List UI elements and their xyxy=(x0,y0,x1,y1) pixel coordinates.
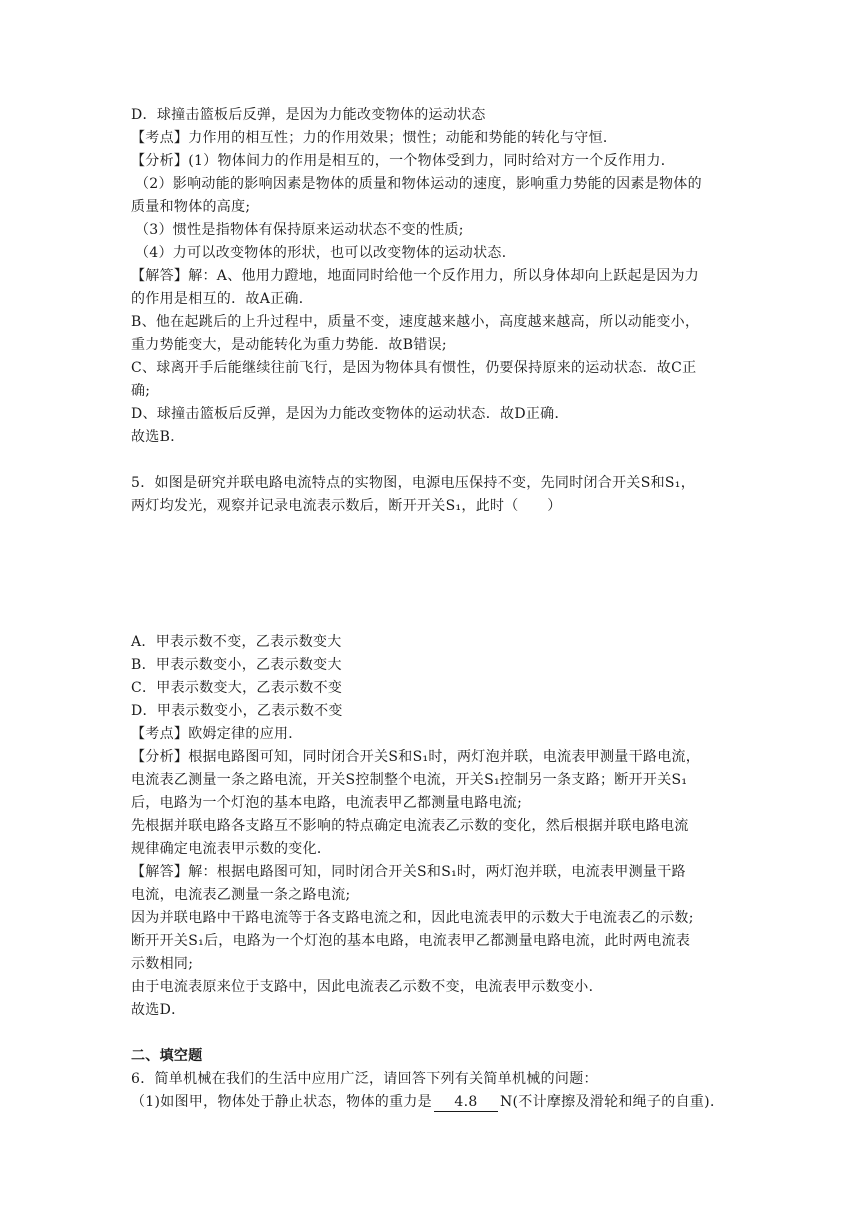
analysis-point-4: （4）力可以改变物体的形状，也可以改变物体的运动状态． xyxy=(135,245,517,261)
jieda-line-cont: 的作用是相互的．故A正确． xyxy=(131,291,314,307)
q5-choose-d-line: 故选D． xyxy=(131,1002,186,1018)
q5-jieda-line-3: 因为并联电路中干路电流等于各支路电流之和，因此电流表甲的示数大于电流表乙的示数; xyxy=(131,910,694,926)
answer-d-line: D、球撞击篮板后反弹，是因为力能改变物体的运动状态．故D正确． xyxy=(131,406,569,422)
q5-stem-line-2: 两灯均发光，观察并记录电流表示数后，断开开关S₁，此时（ ） xyxy=(131,498,562,514)
answer-c-line: C、球离开手后能继续往前飞行，是因为物体具有惯性，仍要保持原来的运动状态．故C正 xyxy=(131,360,697,376)
q5-option-c: C．甲表示数变大，乙表示数不变 xyxy=(131,680,343,696)
answer-b-line: B、他在起跳后的上升过程中，质量不变，速度越来越小，高度越来越高，所以动能变小， xyxy=(131,314,700,330)
q5-option-a: A．甲表示数不变，乙表示数变大 xyxy=(131,634,342,650)
circuit-figure-area xyxy=(131,522,731,622)
option-d-line: D．球撞击篮板后反弹，是因为力能改变物体的运动状态 xyxy=(131,107,486,123)
q6-part1-answer-blank: 4.8 xyxy=(434,1094,498,1112)
answer-c-line-cont: 确; xyxy=(131,383,151,399)
q5-stem-line-1: 5．如图是研究并联电路电流特点的实物图，电源电压保持不变，先同时闭合开关S和S₁， xyxy=(131,475,695,491)
section-heading-fill-blank: 二、填空题 xyxy=(131,1048,203,1064)
q5-jieda-line-1: 【解答】解：根据电路图可知，同时闭合开关S和S₁时，两灯泡并联，电流表甲测量干路 xyxy=(131,864,686,880)
q6-part1-suffix: N(不计摩擦及滑轮和绳子的自重)． xyxy=(499,1094,725,1110)
q5-jieda-line-4: 断开开关S₁后，电路为一个灯泡的基本电路，电流表甲乙都测量电路电流，此时两电流表 xyxy=(131,933,691,949)
q5-fenxi-line-1: 【分析】根据电路图可知，同时闭合开关S和S₁时，两灯泡并联，电流表甲测量干路电流， xyxy=(131,749,701,765)
q6-stem-line: 6．简单机械在我们的生活中应用广泛，请回答下列有关简单机械的问题： xyxy=(131,1071,598,1087)
q6-part1-prefix: （1)如图甲，物体处于静止状态，物体的重力是 xyxy=(131,1094,432,1110)
q5-fenxi-line-4: 先根据并联电路各支路互不影响的特点确定电流表乙示数的变化，然后根据并联电路电流 xyxy=(131,818,689,834)
q5-jieda-line-6: 由于电流表原来位于支路中，因此电流表乙示数不变，电流表甲示数变小． xyxy=(131,979,603,995)
answer-b-line-cont: 重力势能变大，是动能转化为重力势能．故B错误; xyxy=(131,337,447,353)
q5-jieda-line-2: 电流，电流表乙测量一条之路电流; xyxy=(131,887,351,903)
jieda-line: 【解答】解：A、他用力蹬地，地面同时给他一个反作用力，所以身体却向上跃起是因为力 xyxy=(131,268,700,284)
q6-part1-line xyxy=(131,1091,724,1113)
q5-jieda-line-5: 示数相同; xyxy=(131,956,194,972)
analysis-point-2-cont: 质量和物体的高度; xyxy=(131,199,251,215)
q5-option-d: D．甲表示数变小，乙表示数不变 xyxy=(131,703,343,719)
choose-b-line: 故选B． xyxy=(131,429,185,445)
q5-option-b: B．甲表示数变小，乙表示数变大 xyxy=(131,657,342,673)
q5-fenxi-line-2: 电流表乙测量一条之路电流，开关S控制整个电流，开关S₁控制另一条支路；断开开关S₁ xyxy=(131,772,688,788)
analysis-point-3: （3）惯性是指物体有保持原来运动状态不变的性质; xyxy=(135,222,464,238)
q5-fenxi-line-5: 规律确定电流表甲示数的变化． xyxy=(131,841,332,857)
q5-fenxi-line-3: 后，电路为一个灯泡的基本电路，电流表甲乙都测量电路电流; xyxy=(131,795,523,811)
fenxi-line: 【分析】(1）物体间力的作用是相互的，一个物体受到力，同时给对方一个反作用力． xyxy=(131,153,676,169)
q5-kaodian-line: 【考点】欧姆定律的应用． xyxy=(131,726,303,742)
kaodian-line: 【考点】力作用的相互性；力的作用效果；惯性；动能和势能的转化与守恒． xyxy=(131,130,618,146)
analysis-point-2: （2）影响动能的影响因素是物体的质量和物体运动的速度，影响重力势能的因素是物体的 xyxy=(135,176,702,192)
